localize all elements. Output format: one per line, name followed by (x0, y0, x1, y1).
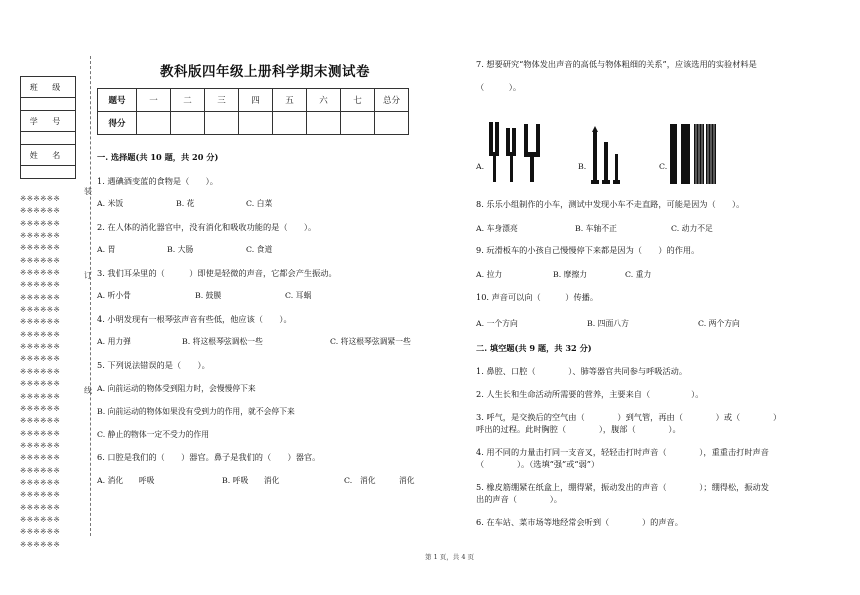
name-field[interactable] (21, 166, 76, 179)
q10-option-c[interactable]: C. 两个方向 (698, 319, 740, 328)
score-col: 七 (341, 89, 375, 112)
section-heading-choice: 一. 选择题(共 10 题，共 20 分) (97, 152, 219, 162)
score-cell[interactable] (375, 112, 409, 135)
fill-question-4-line2: （ ）。（选填“强”或“弱”） (476, 459, 600, 469)
score-col: 四 (239, 89, 273, 112)
score-table (97, 88, 409, 135)
q9-option-a[interactable]: A. 拉力 (476, 270, 503, 279)
nails-image (590, 126, 630, 188)
fill-question-3-line2: 呼出的过程。此时胸腔（ ），腹部（ ）。 (476, 424, 681, 434)
fill-question-3: 3. 呼气，是交换后的空气由（ ）到气管，再由（ ）或（ ） (476, 412, 782, 422)
score-cell[interactable] (171, 112, 205, 135)
class-label: 班 级 (21, 77, 76, 98)
q8-option-b[interactable]: B. 车轴不正 (575, 224, 617, 233)
question-8: 8. 乐乐小组制作的小车，测试中发现小车不走直路，可能是因为（ ）。 (476, 199, 745, 209)
question-10: 10. 声音可以向（ ）传播。 (476, 292, 599, 302)
score-col: 一 (137, 89, 171, 112)
q6-option-b[interactable]: B. 呼吸 消化 (222, 476, 280, 485)
q8-option-a[interactable]: A. 车身漂亮 (476, 224, 518, 233)
score-col: 三 (205, 89, 239, 112)
question-3: 3. 我们耳朵里的（ ）即使是轻微的声音，它都会产生振动。 (97, 268, 337, 278)
q6-option-a[interactable]: A. 消化 呼吸 (97, 476, 155, 485)
q5-option-b[interactable]: B. 向前运动的物体如果没有受到力的作用，就不会停下来 (97, 407, 295, 416)
question-7: 7. 想要研究“物体发出声音的高低与物体粗细的关系”，应该选用的实验材料是 (476, 59, 757, 69)
binding-stars: ※※※※※※ ※※※※※※ ※※※※※※ ※※※※※※ ※※※※※※ ※※※※※※ ※※※※※※ ※※※※※※ ※※※※※※ ※※※※※※ ※※※※※※ ※※※※※※ ※※※※※※ ※※※※※※ ※※※※※※ ※※※※※※ ※※※※※※ ※※※※※※ ※※※※※※ ※※※※※※ ※※※※※※ ※※※※※※ ※※※※※※ ※※※※※※ ※※※※※※ ※※※※※※ ※※※※※※ ※※※※※※ ※※※※※※ (20, 194, 61, 549)
q3-option-a[interactable]: A. 听小骨 (97, 291, 131, 300)
fill-question-1: 1. 鼻腔、口腔（ ）、肺等器官共同参与呼吸活动。 (476, 366, 688, 376)
question-2: 2. 在人体的消化器官中，没有消化和吸收功能的是（ ）。 (97, 222, 317, 232)
q7-option-b[interactable]: B. (578, 162, 587, 171)
score-cell[interactable] (205, 112, 239, 135)
student-info-table (20, 76, 76, 179)
q3-option-b[interactable]: B. 鼓膜 (195, 291, 222, 300)
question-7-line2: （ ）。 (476, 82, 522, 92)
q2-option-c[interactable]: C. 食道 (246, 245, 273, 254)
fill-question-5-line2: 出的声音（ ）。 (476, 494, 562, 504)
q10-option-b[interactable]: B. 四面八方 (587, 319, 629, 328)
q9-option-b[interactable]: B. 摩擦力 (553, 270, 588, 279)
q1-option-b[interactable]: B. 花 (176, 199, 195, 208)
section-heading-fill: 二. 填空题(共 9 题，共 32 分) (476, 343, 592, 353)
q2-option-b[interactable]: B. 大肠 (167, 245, 194, 254)
score-cell[interactable] (307, 112, 341, 135)
q3-option-c[interactable]: C. 耳蜗 (285, 291, 312, 300)
binding-mark-3: 线 (84, 386, 92, 395)
q8-option-c[interactable]: C. 动力不足 (671, 224, 713, 233)
fill-question-2: 2. 人生长和生命活动所需要的营养，主要来自（ ）。 (476, 389, 704, 399)
q7-option-c[interactable]: C. (659, 162, 668, 171)
fill-question-4: 4. 用不同的力量击打同一支音叉，轻轻击打时声音（ ），重重击打时声音 (476, 447, 769, 457)
score-cell[interactable] (341, 112, 375, 135)
page-footer: 第 1 页，共 4 页 (425, 553, 475, 561)
tuning-forks-image (486, 118, 554, 186)
q4-option-b[interactable]: B. 将这根琴弦调松一些 (182, 337, 263, 346)
rubber-bands-image (668, 122, 718, 186)
q5-option-c[interactable]: C. 静止的物体一定不受力的作用 (97, 430, 210, 439)
q7-option-a[interactable]: A. (476, 162, 485, 171)
score-cell[interactable] (273, 112, 307, 135)
question-1: 1. 遇碘酒变蓝的食物是（ ）。 (97, 176, 218, 186)
q1-option-a[interactable]: A. 米饭 (97, 199, 124, 208)
student-id-field[interactable] (21, 132, 76, 145)
page-title: 教科版四年级上册科学期末测试卷 (160, 64, 370, 80)
fill-question-5: 5. 橡皮筋绷紧在纸盒上，绷得紧，振动发出的声音（ ）；绷得松，振动发 (476, 482, 769, 492)
q9-option-c[interactable]: C. 重力 (625, 270, 652, 279)
question-9: 9. 玩滑板车的小孩自己慢慢停下来都是因为（ ）的作用。 (476, 245, 700, 255)
score-col: 总分 (375, 89, 409, 112)
binding-mark-1: 装 (84, 187, 92, 196)
score-col: 二 (171, 89, 205, 112)
binding-mark-2: 订 (84, 271, 92, 280)
score-col: 五 (273, 89, 307, 112)
q4-option-c[interactable]: C. 将这根琴弦调紧一些 (330, 337, 411, 346)
question-4: 4. 小明发现有一根琴弦声音有些低，他应该（ ）。 (97, 314, 292, 324)
score-row-label: 题号 (98, 89, 137, 112)
q1-option-c[interactable]: C. 白菜 (246, 199, 273, 208)
binding-line (90, 56, 91, 536)
fill-question-6: 6. 在车站、菜市场等地经常会听到（ ）的声音。 (476, 517, 683, 527)
score-col: 六 (307, 89, 341, 112)
name-label: 姓 名 (21, 145, 76, 166)
q5-option-a[interactable]: A. 向前运动的物体受到阻力时，会慢慢停下来 (97, 384, 256, 393)
q6-option-c[interactable]: C. 消化 消化 (344, 476, 415, 485)
score-cell[interactable] (137, 112, 171, 135)
q4-option-a[interactable]: A. 用力弹 (97, 337, 131, 346)
question-5: 5. 下列说法错误的是（ ）。 (97, 360, 210, 370)
score-cell[interactable] (239, 112, 273, 135)
score-row-label: 得分 (98, 112, 137, 135)
question-6: 6. 口腔是我们的（ ）器官。鼻子是我们的（ ）器官。 (97, 452, 321, 462)
q10-option-a[interactable]: A. 一个方向 (476, 319, 518, 328)
class-field[interactable] (21, 98, 76, 111)
q2-option-a[interactable]: A. 胃 (97, 245, 116, 254)
student-id-label: 学 号 (21, 111, 76, 132)
